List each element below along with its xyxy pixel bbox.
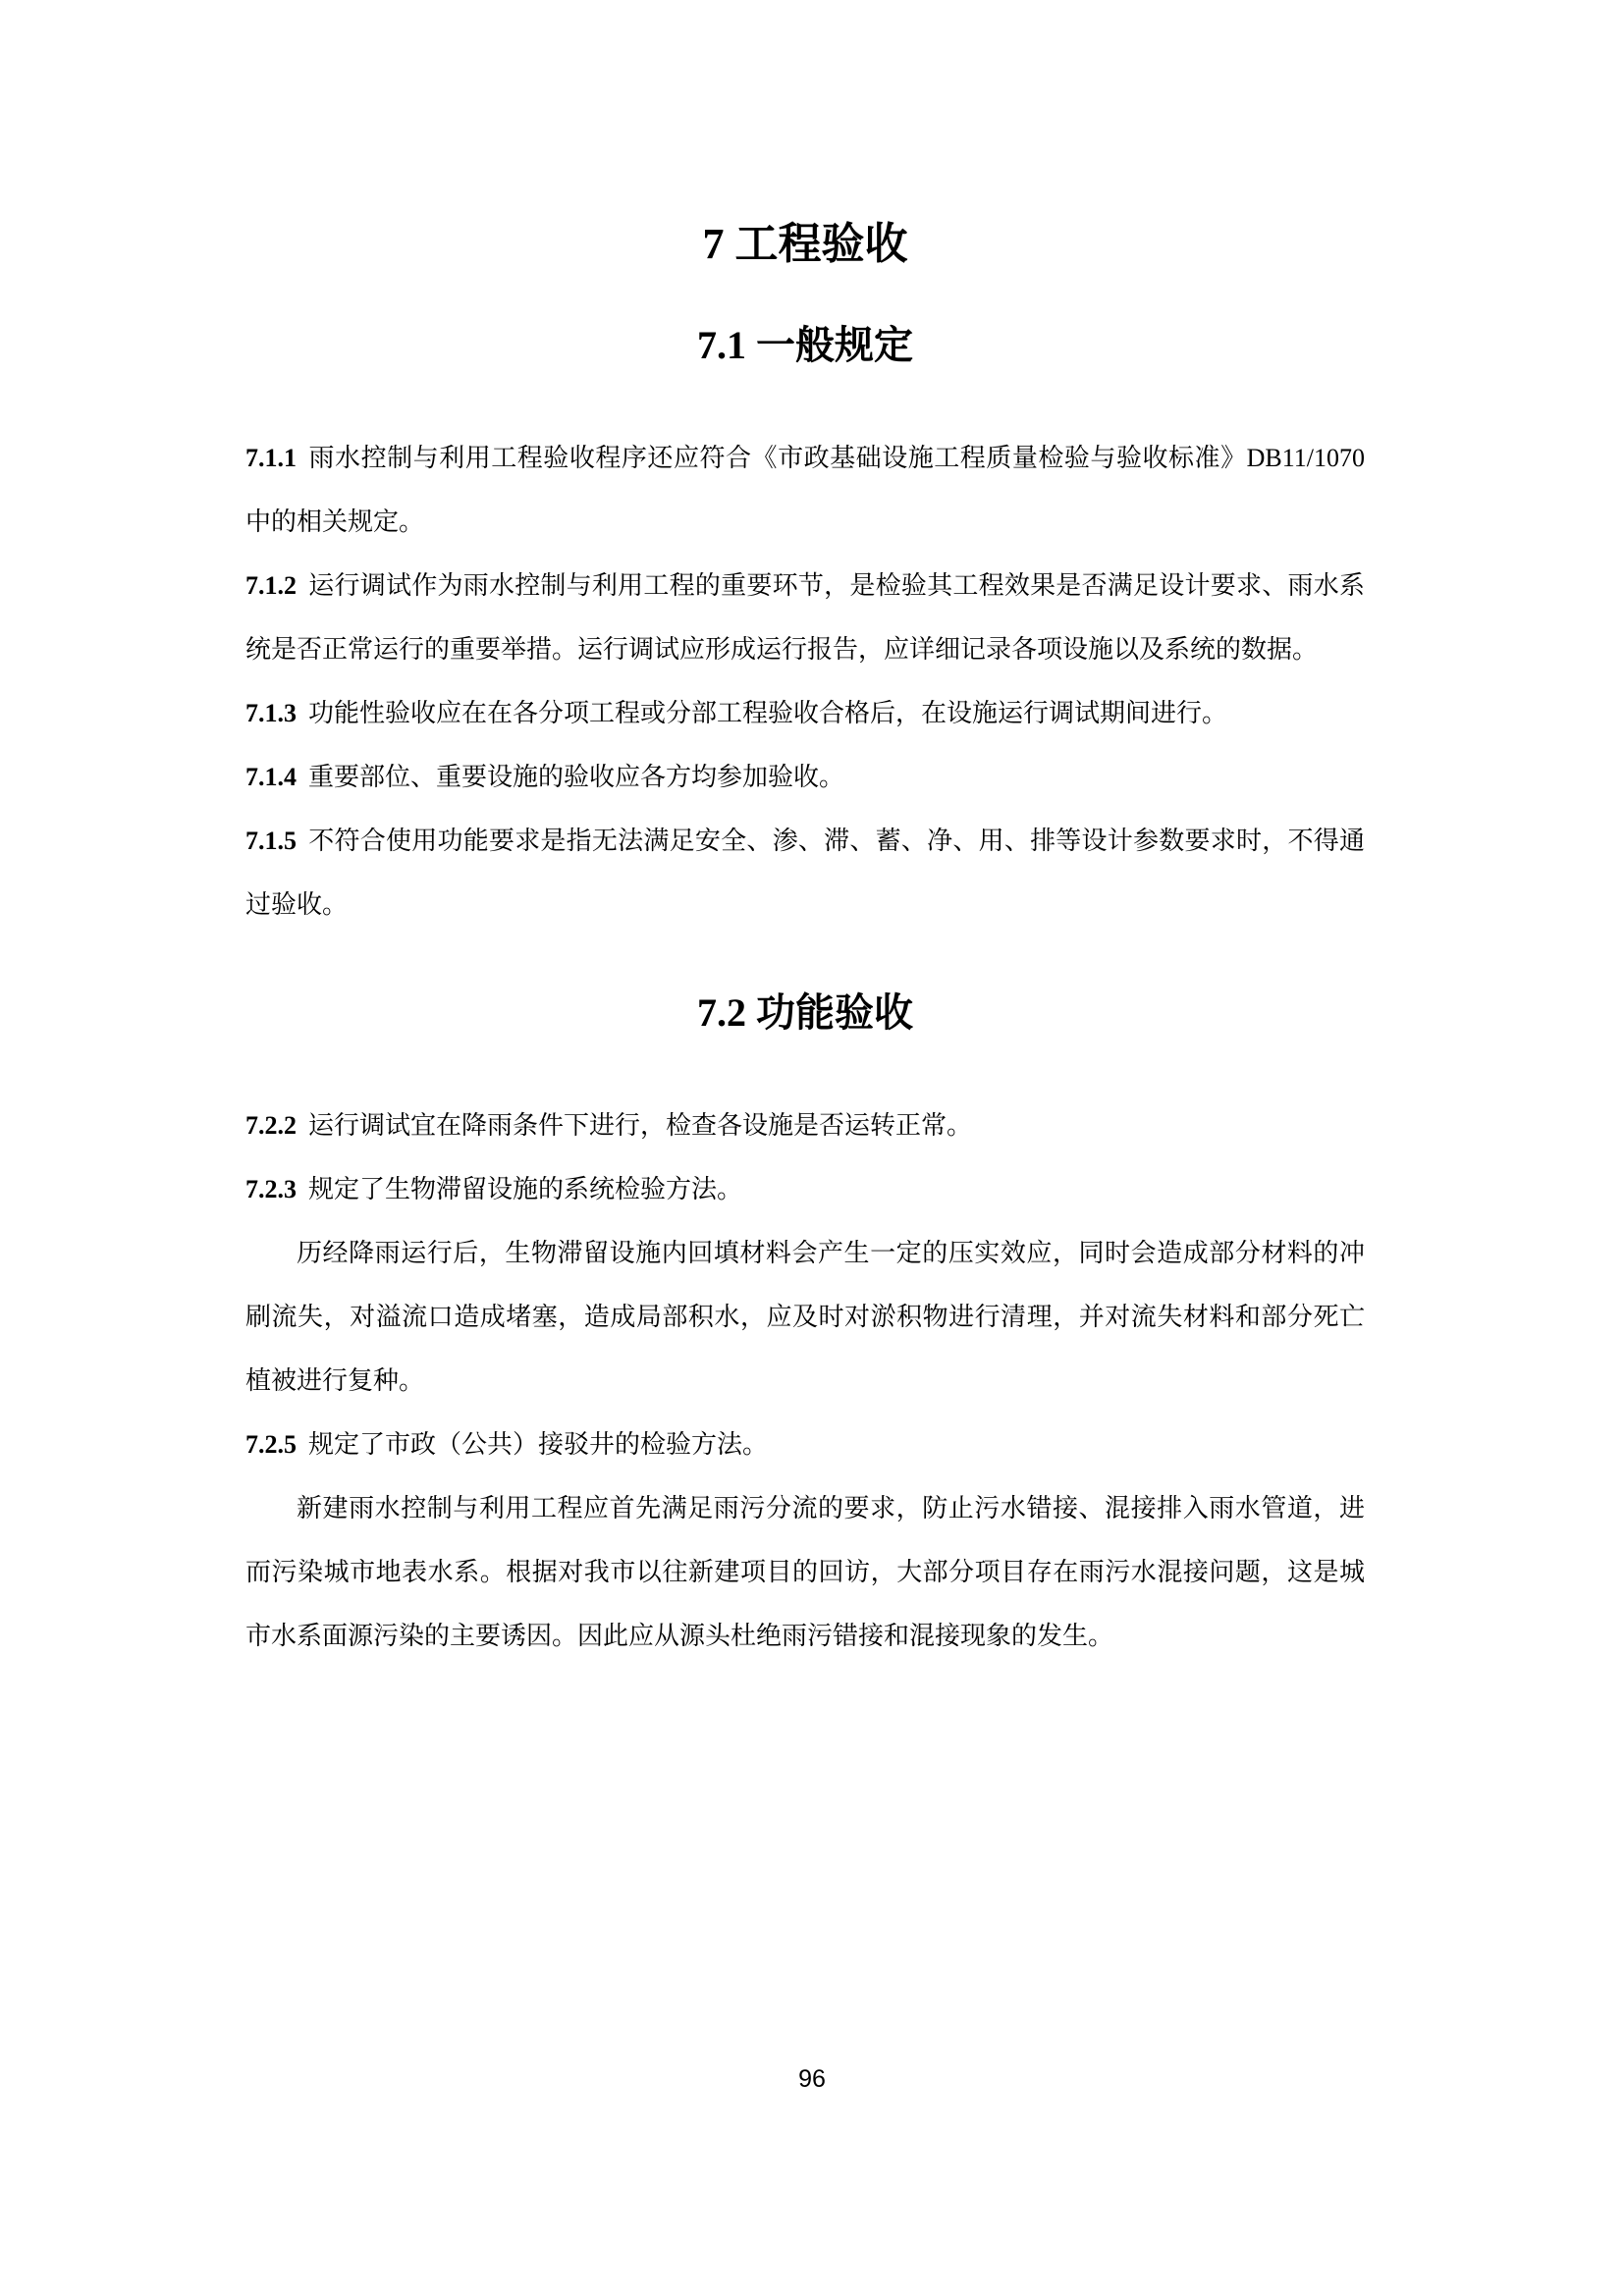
clause-7-2-3 <box>245 1157 1365 1221</box>
clause-7-1-2 <box>245 554 1365 681</box>
clause-7-1-4 <box>245 745 1365 809</box>
clause-number-7-1-4: 7.1.4 <box>245 763 297 791</box>
clause-7-2-5-commentary <box>245 1476 1365 1668</box>
clause-number-7-2-3: 7.2.3 <box>245 1175 297 1203</box>
clause-7-2-3-commentary <box>245 1221 1365 1413</box>
clause-text-7-1-2: 运行调试作为雨水控制与利用工程的重要环节，是检验其工程效果是否满足设计要求、雨水系统是否正常运行的重要举措。运行调试应形成运行报告，应详细记录各项设施以及系统的数据。 <box>245 571 1365 664</box>
chapter-title: 7 工程验收 <box>702 220 908 268</box>
clause-text-7-1-4: 重要部位、重要设施的验收应各方均参加验收。 <box>308 763 845 791</box>
clause-text-7-1-5: 不符合使用功能要求是指无法满足安全、渗、滞、蓄、净、用、排等设计参数要求时，不得通过验收。 <box>245 827 1365 919</box>
clause-number-7-1-5: 7.1.5 <box>245 827 297 855</box>
clause-text-7-1-1: 雨水控制与利用工程验收程序还应符合《市政基础设施工程质量检验与验收标准》DB11/1070 中的相关规定。 <box>245 444 1365 536</box>
clause-number-7-1-1: 7.1.1 <box>245 444 297 472</box>
clause-7-1-3 <box>245 681 1365 745</box>
clause-7-2-2 <box>245 1094 1365 1157</box>
clause-text-7-2-3: 规定了生物滞留设施的系统检验方法。 <box>308 1175 743 1203</box>
section-7-2 <box>245 989 1365 1668</box>
section-7-1 <box>245 322 1365 936</box>
clause-text-7-2-5-commentary: 新建雨水控制与利用工程应首先满足雨污分流的要求，防止污水错接、混接排入雨水管道，进而污染城市地表水系。根据对我市以往新建项目的回访，大部分项目存在雨污水混接问题，这是城市水系面源污染的主要诱因。因此应从源头杜绝雨污错接和混接现象的发生。 <box>245 1494 1365 1650</box>
clause-7-1-1 <box>245 426 1365 554</box>
clause-7-1-5 <box>245 809 1365 936</box>
section-heading-7-1: 7.1 一般规定 <box>697 323 913 367</box>
clause-text-7-2-3-commentary: 历经降雨运行后，生物滞留设施内回填材料会产生一定的压实效应，同时会造成部分材料的冲刷流失，对溢流口造成堵塞，造成局部积水，应及时对淤积物进行清理，并对流失材料和部分死亡植被进行复种。 <box>245 1239 1365 1395</box>
clause-text-7-1-3: 功能性验收应在在各分项工程或分部工程验收合格后，在设施运行调试期间进行。 <box>308 699 1228 727</box>
clause-number-7-1-2: 7.1.2 <box>245 571 297 600</box>
clause-number-7-1-3: 7.1.3 <box>245 699 297 727</box>
page-number: 96 <box>798 2065 826 2093</box>
clause-text-7-2-2: 运行调试宜在降雨条件下进行，检查各设施是否运转正常。 <box>308 1111 973 1140</box>
clause-text-7-2-5: 规定了市政（公共）接驳井的检验方法。 <box>308 1430 769 1459</box>
clause-number-7-2-2: 7.2.2 <box>245 1111 297 1140</box>
clause-number-7-2-5: 7.2.5 <box>245 1430 297 1459</box>
section-heading-7-2: 7.2 功能验收 <box>697 990 913 1035</box>
clause-7-2-5 <box>245 1413 1365 1476</box>
